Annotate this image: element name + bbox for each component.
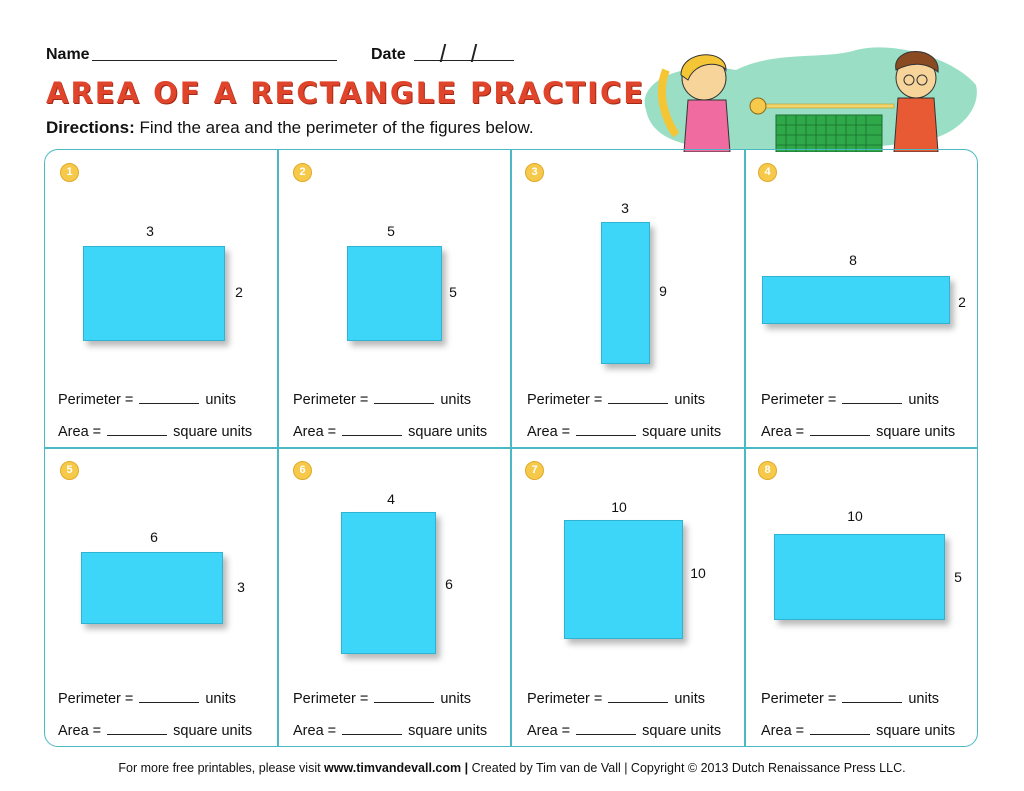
page-title: AREA OF A RECTANGLE PRACTICE [46, 76, 646, 110]
rectangle-figure [601, 222, 650, 364]
problem-grid [44, 149, 978, 747]
area-label: Area = [527, 723, 571, 739]
area-answer-blank[interactable] [107, 423, 167, 436]
area-label: Area = [58, 723, 102, 739]
area-row [527, 722, 721, 739]
square-units-label: square units [876, 723, 956, 739]
perimeter-label: Perimeter = [761, 392, 837, 408]
height-label: 5 [954, 569, 962, 585]
perimeter-row [293, 690, 471, 707]
area-row [293, 722, 487, 739]
height-label: 6 [445, 576, 453, 592]
area-label: Area = [293, 424, 337, 440]
perimeter-label: Perimeter = [58, 691, 134, 707]
units-label: units [908, 691, 939, 707]
width-label: 6 [150, 529, 158, 545]
girl-shirt [684, 100, 730, 152]
footer-separator: | [461, 761, 469, 775]
area-answer-blank[interactable] [810, 423, 870, 436]
rectangle-figure [347, 246, 442, 341]
perimeter-row [761, 391, 939, 408]
units-label: units [908, 392, 939, 408]
perimeter-answer-blank[interactable] [139, 391, 199, 404]
area-answer-blank[interactable] [576, 423, 636, 436]
directions-label: Directions: [46, 118, 135, 137]
square-units-label: square units [876, 424, 956, 440]
perimeter-row [58, 690, 236, 707]
area-answer-blank[interactable] [810, 722, 870, 735]
area-row [293, 423, 487, 440]
kids-measuring-illustration [626, 40, 982, 152]
area-row [761, 423, 955, 440]
problem-number-badge: 2 [293, 163, 312, 182]
perimeter-label: Perimeter = [58, 392, 134, 408]
perimeter-row [293, 391, 471, 408]
height-label: 2 [235, 284, 243, 300]
square-units-label: square units [642, 424, 722, 440]
tape-reel [750, 98, 766, 114]
perimeter-row [58, 391, 236, 408]
height-label: 3 [237, 579, 245, 595]
perimeter-answer-blank[interactable] [374, 690, 434, 703]
square-units-label: square units [642, 723, 722, 739]
problem-number-badge: 3 [525, 163, 544, 182]
directions [46, 118, 534, 138]
perimeter-label: Perimeter = [761, 691, 837, 707]
name-label: Name [46, 46, 90, 63]
problem-number-badge: 4 [758, 163, 777, 182]
area-row [761, 722, 955, 739]
height-label: 9 [659, 283, 667, 299]
measuring-tape [754, 104, 894, 108]
perimeter-answer-blank[interactable] [842, 690, 902, 703]
perimeter-label: Perimeter = [527, 392, 603, 408]
footer [0, 761, 1024, 775]
area-label: Area = [761, 424, 805, 440]
perimeter-answer-blank[interactable] [374, 391, 434, 404]
units-label: units [440, 392, 471, 408]
units-label: units [674, 392, 705, 408]
rectangle-figure [83, 246, 225, 341]
area-row [58, 722, 252, 739]
square-units-label: square units [408, 424, 488, 440]
perimeter-label: Perimeter = [293, 691, 369, 707]
problem-number-badge: 1 [60, 163, 79, 182]
units-label: units [440, 691, 471, 707]
perimeter-label: Perimeter = [527, 691, 603, 707]
width-label: 3 [621, 200, 629, 216]
height-label: 5 [449, 284, 457, 300]
divider [45, 447, 977, 449]
perimeter-row [527, 391, 705, 408]
area-row [58, 423, 252, 440]
square-units-label: square units [173, 723, 253, 739]
perimeter-answer-blank[interactable] [139, 690, 199, 703]
rectangle-figure [564, 520, 683, 639]
width-label: 8 [849, 252, 857, 268]
width-label: 3 [146, 223, 154, 239]
area-label: Area = [293, 723, 337, 739]
rectangle-figure [774, 534, 945, 620]
perimeter-label: Perimeter = [293, 392, 369, 408]
perimeter-row [527, 690, 705, 707]
area-label: Area = [527, 424, 571, 440]
area-row [527, 423, 721, 440]
perimeter-row [761, 690, 939, 707]
footer-prefix: For more free printables, please visit [118, 761, 325, 775]
square-units-label: square units [173, 424, 253, 440]
width-label: 5 [387, 223, 395, 239]
boy-shirt [894, 98, 938, 152]
rectangle-figure [762, 276, 950, 324]
area-answer-blank[interactable] [342, 722, 402, 735]
footer-site-link[interactable]: www.timvandevall.com [324, 761, 462, 775]
width-label: 10 [611, 499, 627, 515]
perimeter-answer-blank[interactable] [842, 391, 902, 404]
perimeter-answer-blank[interactable] [608, 690, 668, 703]
area-answer-blank[interactable] [576, 722, 636, 735]
footer-credits: Created by Tim van de Vall | Copyright © 2013 Dutch Renaissance Press LLC. [468, 761, 906, 775]
height-label: 2 [958, 294, 966, 310]
square-units-label: square units [408, 723, 488, 739]
units-label: units [205, 392, 236, 408]
area-label: Area = [58, 424, 102, 440]
problem-number-badge: 6 [293, 461, 312, 480]
area-answer-blank[interactable] [107, 722, 167, 735]
problem-number-badge: 7 [525, 461, 544, 480]
rectangle-figure [341, 512, 436, 654]
problem-number-badge: 5 [60, 461, 79, 480]
width-label: 10 [847, 508, 863, 524]
rectangle-figure [81, 552, 223, 624]
area-answer-blank[interactable] [342, 423, 402, 436]
name-field[interactable] [92, 60, 337, 61]
date-field[interactable] [414, 60, 514, 61]
width-label: 4 [387, 491, 395, 507]
problem-number-badge: 8 [758, 461, 777, 480]
units-label: units [674, 691, 705, 707]
date-label: Date [371, 46, 406, 63]
area-label: Area = [761, 723, 805, 739]
directions-text: Find the area and the perimeter of the figures below. [134, 118, 534, 137]
height-label: 10 [690, 565, 706, 581]
units-label: units [205, 691, 236, 707]
perimeter-answer-blank[interactable] [608, 391, 668, 404]
